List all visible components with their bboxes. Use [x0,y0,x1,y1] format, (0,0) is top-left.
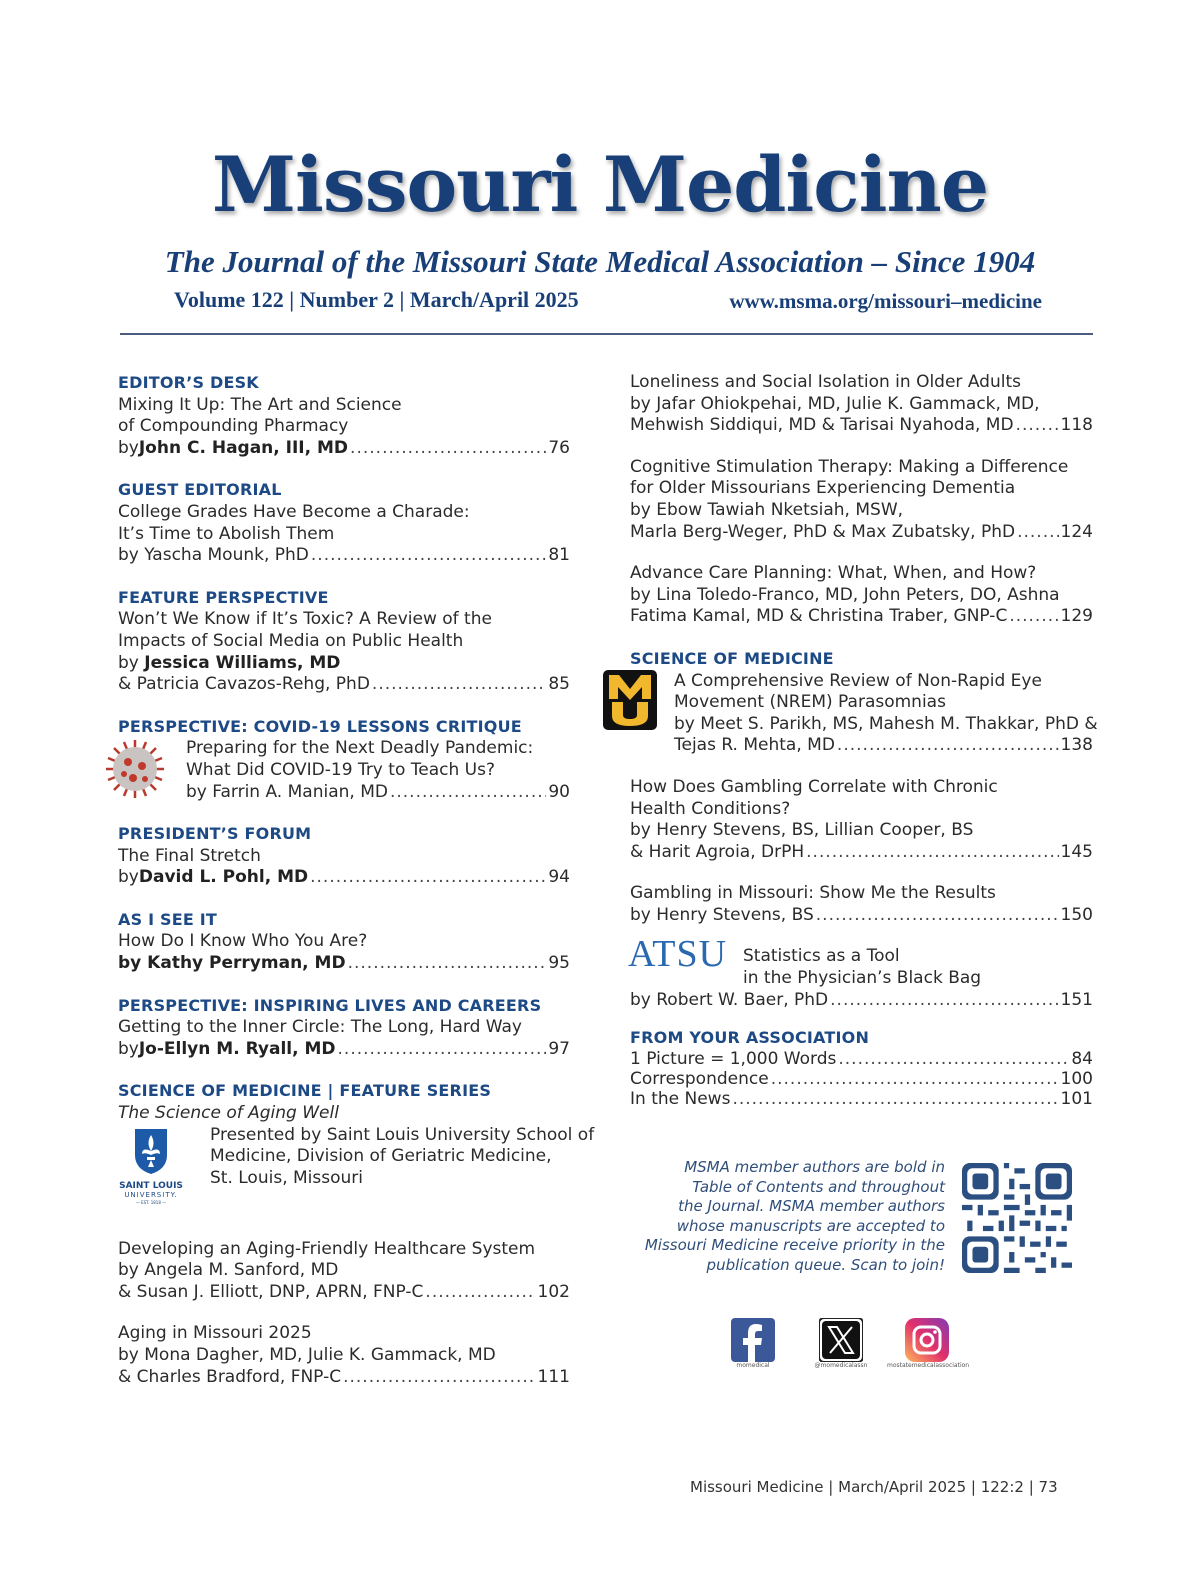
toc-editors-desk[interactable]: EDITOR’S DESK Mixing It Up: The Art and Science of Compounding Pharmacy by John C. Hagan, III, MD ..... 76 [118,372,570,459]
page-number: 100 [1060,1069,1093,1090]
journal-subtitle: The Journal of the Missouri State Medical Association – Since 1904 [164,244,1036,279]
header-divider [120,333,1093,335]
toc-advance-care-planning[interactable]: Advance Care Planning: What, When, and How? by Lina Toledo-Franco, MD, John Peters, DO, Ashna Fatima Kamal, MD & Christina Traber, GNP-C ..... 129 [630,563,1093,628]
section-heading: FROM YOUR ASSOCIATION [630,1028,870,1048]
toc-item[interactable]: Correspondence ..... 100 [630,1069,1093,1089]
section-heading: PERSPECTIVE: INSPIRING LIVES AND CAREERS [118,995,542,1015]
toc-author-row: by David L. Pohl, MD ..... 94 [118,867,570,889]
toc-author-row: & Susan J. Elliott, DNP, APRN, FNP-C ..... 102 [118,1282,570,1304]
page-number: 90 [548,781,570,802]
toc-author-row: Mehwish Siddiqui, MD & Tarisai Nyahoda, MD ..... 118 [630,415,1093,437]
toc-author-row: by Jo-Ellyn M. Ryall, MD ..... 97 [118,1039,570,1061]
toc-from-your-association [630,1028,1093,1109]
toc-presidents-forum[interactable]: PRESIDENT’S FORUM The Final Stretch by David L. Pohl, MD ..... 94 [118,823,570,889]
page-number: 138 [1060,735,1093,756]
social-facebook[interactable]: momedical [713,1318,793,1369]
section-heading: PERSPECTIVE: COVID-19 LESSONS CRITIQUE [118,716,522,736]
section-heading: FEATURE PERSPECTIVE [118,587,329,607]
toc-author-row: by Farrin A. Manian, MD ..... 90 [186,782,570,804]
section-heading: SCIENCE OF MEDICINE [630,648,834,668]
page-number: 94 [548,867,570,888]
toc-inspiring-lives[interactable]: PERSPECTIVE: INSPIRING LIVES AND CAREERS Getting to the Inner Circle: The Long, Hard Way by Jo-Ellyn M. Ryall, MD ..... 97 [118,995,570,1061]
section-heading: PRESIDENT’S FORUM [118,824,312,844]
page-number: 102 [537,1281,570,1302]
virus-icon [100,734,170,804]
page-number: 97 [548,1038,570,1059]
page-number: 81 [548,545,570,566]
facebook-icon[interactable] [731,1318,775,1362]
toc-science-of-medicine[interactable]: SCIENCE OF MEDICINE A Comprehensive Review of Non-Rapid Eye Movement (NREM) Parasomnias by Meet S. Parikh, MS, Mahesh M. Thakkar, PhD & Tejas R. Mehta, MD ..... 138 [630,648,1093,757]
toc-feature-perspective[interactable]: FEATURE PERSPECTIVE Won’t We Know if It’s Toxic? A Review of the Impacts of Social Media on Public Health by Jessica Williams, MD & Patricia Cavazos-Rehg, PhD ..... 85 [118,587,570,696]
x-icon[interactable] [819,1318,863,1362]
toc-as-i-see-it[interactable]: AS I SEE IT How Do I Know Who You Are? by Kathy Perryman, MD ..... 95 [118,909,570,975]
right-column [628,372,1098,1129]
toc-author-row: by Robert W. Baer, PhD ..... 151 [630,990,1093,1012]
section-heading: GUEST EDITORIAL [118,480,282,500]
page-number: 124 [1060,521,1093,542]
page-number: 95 [548,953,570,974]
membership-note: MSMA member authors are bold in Table of Contents and throughout the Journal. MSMA member authors whose manuscripts are accepted to Missouri Medicine receive priority in the publication queue. Scan to join! [644,1158,945,1274]
toc-author-row: Marla Berg-Weger, PhD & Max Zubatsky, PhD ..... 124 [630,522,1093,544]
toc-feature-series[interactable]: SCIENCE OF MEDICINE | FEATURE SERIES The Science of Aging Well SAINT LOUIS UNIVERSITY. — EST. 1818 — Presented by Saint Louis University School of Medicine, Division of Geriatric Medicine, St. Louis, Missouri [118,1081,595,1206]
instagram-icon[interactable] [905,1318,949,1362]
toc-loneliness[interactable]: Loneliness and Social Isolation in Older Adults by Jafar Ohiokpehai, MD, Julie K. Gammack, MD, Mehwish Siddiqui, MD & Tarisai Nyahoda, MD ..... 118 [630,372,1093,437]
fleur-de-lis-shield-icon [133,1127,169,1175]
social-x[interactable]: @momedicalassn [801,1318,881,1369]
toc-guest-editorial[interactable]: GUEST EDITORIAL College Grades Have Become a Charade: It’s Time to Abolish Them by Yascha Mounk, PhD ..... 81 [118,479,570,566]
page-number: 76 [548,437,570,458]
toc-author-row: by John C. Hagan, III, MD ..... 76 [118,438,570,460]
atsu-logo: ATSU [628,933,728,976]
page-number: 151 [1060,990,1093,1011]
section-heading: SCIENCE OF MEDICINE | FEATURE SERIES [118,1081,492,1101]
page-number: 111 [537,1366,570,1387]
toc-aging-friendly[interactable]: Developing an Aging-Friendly Healthcare System by Angela M. Sanford, MD & Susan J. Elliott, DNP, APRN, FNP-C ..... 102 [118,1239,570,1304]
qr-code-icon[interactable] [962,1163,1072,1273]
toc-author-row: & Patricia Cavazos-Rehg, PhD ..... 85 [118,674,570,696]
toc-aging-missouri[interactable]: Aging in Missouri 2025 by Mona Dagher, MD, Julie K. Gammack, MD & Charles Bradford, FNP-C ..... 111 [118,1323,570,1388]
journal-url[interactable]: www.msma.org/missouri–medicine [729,289,1042,313]
section-heading: AS I SEE IT [118,909,218,929]
mu-logo-icon [602,669,658,731]
social-instagram[interactable]: mostatemedicalassociation [887,1318,967,1369]
toc-author-row: by Yascha Mounk, PhD ..... 81 [118,545,570,567]
page-number: 101 [1060,1089,1093,1110]
page-number: 150 [1060,904,1093,925]
toc-item[interactable]: 1 Picture = 1,000 Words ..... 84 [630,1049,1093,1069]
toc-author-row: by Kathy Perryman, MD ..... 95 [118,953,570,975]
toc-author-row: & Charles Bradford, FNP-C ..... 111 [118,1367,570,1389]
page-number: 118 [1060,415,1093,436]
toc-gambling-chronic[interactable]: How Does Gambling Correlate with Chronic Health Conditions? by Henry Stevens, BS, Lillian Cooper, BS & Harit Agroia, DrPH ..... 145 [630,777,1093,863]
section-heading: EDITOR’S DESK [118,373,259,392]
series-title: The Science of Aging Well [118,1103,339,1124]
toc-gambling-missouri[interactable]: Gambling in Missouri: Show Me the Results by Henry Stevens, BS ..... 150 [630,883,1093,926]
left-column [118,372,595,1408]
toc-item[interactable]: In the News ..... 101 [630,1089,1093,1109]
toc-covid-critique[interactable]: PERSPECTIVE: COVID-19 LESSONS CRITIQUE Preparing for the Next Deadly Pandemic: What Did COVID-19 Try to Teach Us? by Farrin A. Manian, MD ..... 90 [118,716,570,803]
page-footer: Missouri Medicine | March/April 2025 | 122:2 | 73 [690,1478,1058,1496]
page-number: 85 [548,674,570,695]
page-number: 84 [1071,1049,1093,1070]
journal-title: Missouri Medicine [211,140,989,229]
slu-logo: SAINT LOUIS UNIVERSITY. — EST. 1818 — [118,1127,184,1207]
page-number: 145 [1060,841,1093,862]
page-number: 129 [1060,606,1093,627]
toc-author-row: Fatima Kamal, MD & Christina Traber, GNP-C ..... 129 [630,606,1093,628]
toc-cognitive-stimulation[interactable]: Cognitive Stimulation Therapy: Making a Difference for Older Missourians Experiencing Dementia by Ebow Tawiah Nketsiah, MSW, Marla Berg-Weger, PhD & Max Zubatsky, PhD ..... 124 [630,457,1093,543]
volume-info: Volume 122 | Number 2 | March/April 2025 [174,287,579,312]
toc-statistics[interactable]: ATSU Statistics as a Tool in the Physician’s Black Bag by Robert W. Baer, PhD ..... 151 [630,946,1093,1012]
toc-author-row: & Harit Agroia, DrPH ..... 145 [630,842,1093,864]
toc-author-row: Tejas R. Mehta, MD ..... 138 [674,735,1093,757]
toc-author-row: by Henry Stevens, BS ..... 150 [630,905,1093,927]
